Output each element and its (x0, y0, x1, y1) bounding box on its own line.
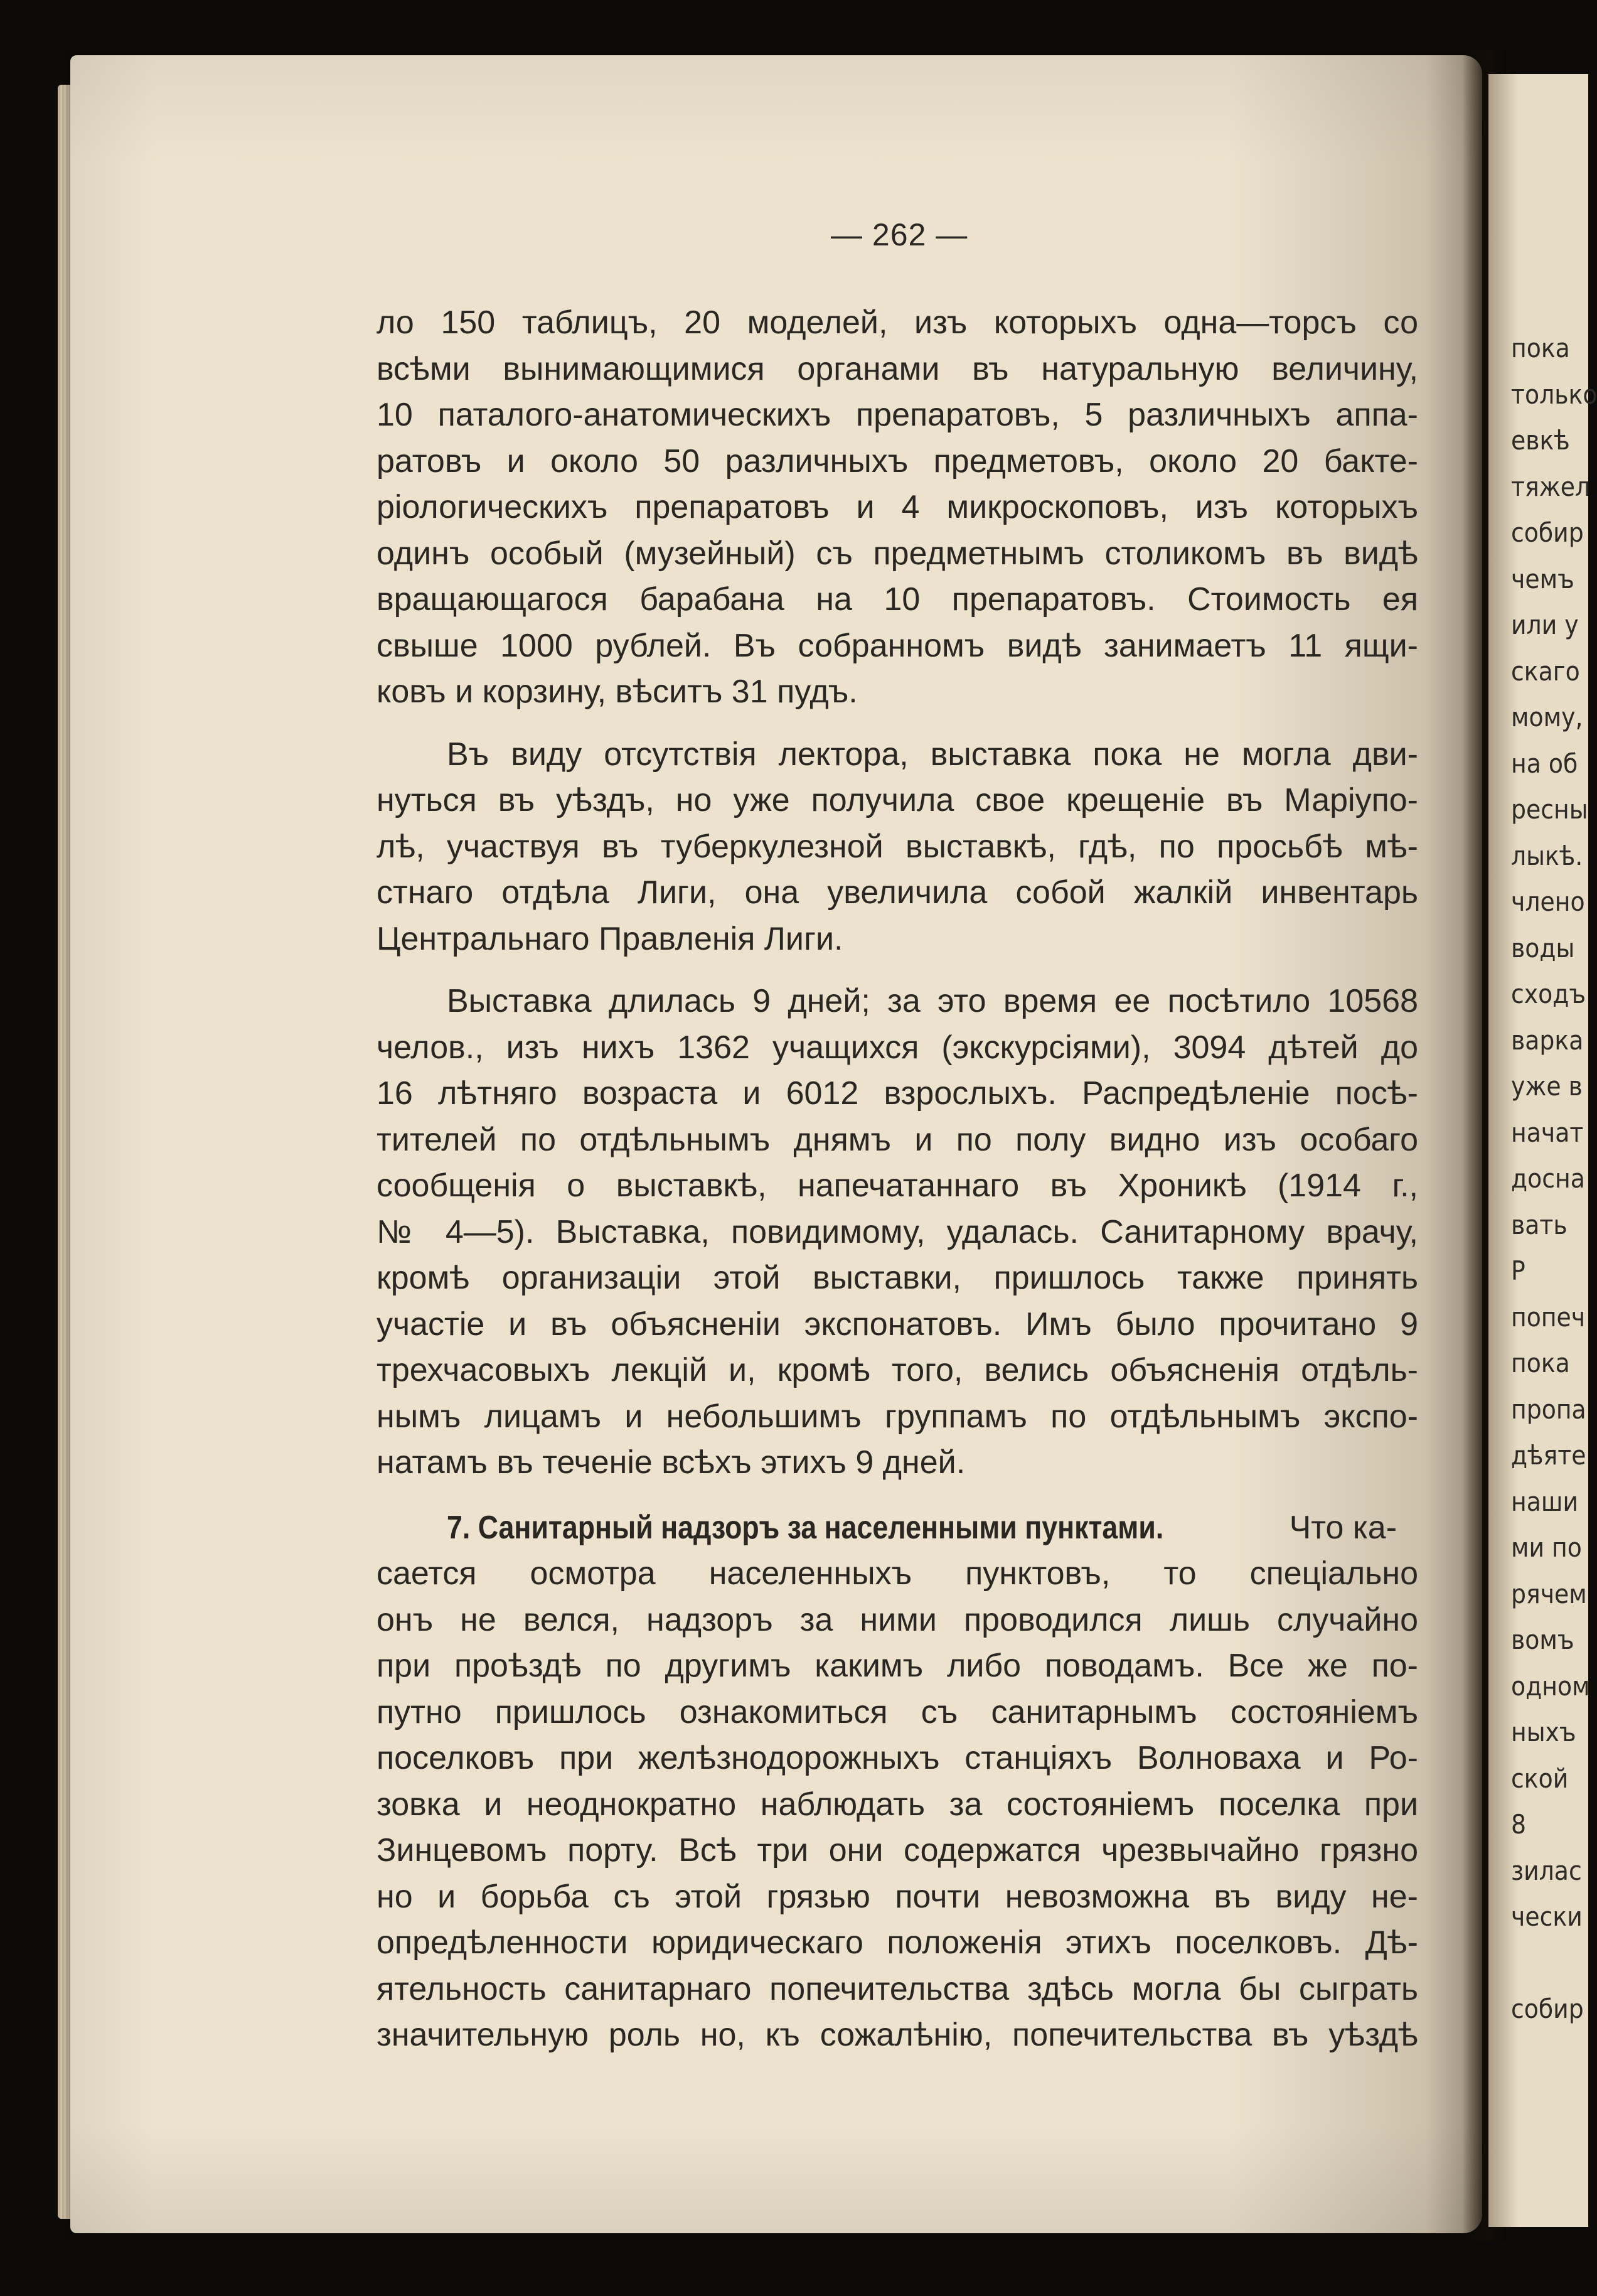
text-line: участіе и въ объясненіи экспонатовъ. Имъ было прочитано 9 (377, 1306, 1418, 1343)
text-line: вращающагося барабана на 10 препаратовъ. Стоимость ея (377, 581, 1418, 618)
text-line: нуться въ уѣздъ, но уже получила свое крещеніе въ Маріупо- (377, 782, 1418, 818)
text-line: поселковъ при желѣзнодорожныхъ станціяхъ Волноваха и Ро- (377, 1740, 1418, 1776)
text-line: Въ виду отсутствія лектора, выставка пока не могла дви- (447, 736, 1418, 773)
facing-text-line: ныхъ (1511, 1717, 1576, 1747)
facing-text-line: чески (1511, 1901, 1583, 1932)
page-body-text (377, 300, 1418, 2059)
facing-text-line: пока (1511, 333, 1570, 363)
text-line: ковъ и корзину, вѣситъ 31 пудъ. (377, 673, 858, 710)
text-line: зовка и неоднократно наблюдать за состояніемъ поселка при (377, 1786, 1418, 1823)
facing-text-line: мому, (1511, 702, 1583, 732)
text-line: но и борьба съ этой грязью почти невозможна въ виду не- (377, 1878, 1418, 1915)
text-line: 10 паталого-анатомическихъ препаратовъ, 5 различныхъ аппа- (377, 397, 1418, 433)
text-line: ятельность санитарнаго попечительства здѣсь могла бы сыграть (377, 1970, 1418, 2007)
text-line: значительную роль но, къ сожалѣнію, попечительства въ уѣздѣ (377, 2017, 1418, 2053)
facing-text-line: одном (1511, 1670, 1590, 1702)
facing-text-line: евкѣ (1511, 425, 1570, 456)
facing-text-line: ми по (1511, 1532, 1582, 1563)
facing-page-text (1511, 325, 1597, 2032)
page-number: — 262 — (831, 217, 968, 252)
facing-text-line: рячем (1511, 1578, 1587, 1609)
facing-text-line: Р (1511, 1255, 1525, 1286)
text-line: опредѣленности юридическаго положенія этихъ поселковъ. Дѣ- (377, 1924, 1418, 1961)
facing-text-line: варка (1511, 1024, 1584, 1056)
facing-text-line: пока (1511, 1348, 1570, 1378)
text-line: нымъ лицамъ и небольшимъ группамъ по отдѣльнымъ экспо- (377, 1398, 1418, 1435)
facing-text-line: досна (1511, 1163, 1585, 1194)
heading-continuation: Что ка- (1280, 1509, 1397, 1546)
section-heading: 7. Санитарный надзоръ за населенными пунктами. (447, 1509, 1164, 1546)
facing-text-line: уже в (1511, 1071, 1583, 1102)
text-line: стнаго отдѣла Лиги, она увеличила собой жалкій инвентарь (377, 874, 1418, 911)
facing-text-line: члено (1511, 886, 1585, 917)
text-line: натамъ въ теченіе всѣхъ этихъ 9 дней. (377, 1444, 966, 1481)
facing-text-line: пропа (1511, 1393, 1586, 1425)
text-line (377, 1505, 1418, 1552)
text-line: Центральнаго Правленія Лиги. (377, 920, 843, 957)
text-line: свыше 1000 рублей. Въ собранномъ видѣ занимаетъ 11 ящи- (377, 627, 1418, 664)
text-line: сается осмотра населенныхъ пунктовъ, то спеціально (377, 1555, 1418, 1592)
facing-text-line: собир (1511, 517, 1584, 548)
facing-text-line: попеч (1511, 1301, 1586, 1333)
facing-text-line: скаго (1511, 655, 1580, 687)
facing-text-line: тяжел (1511, 471, 1591, 502)
text-line: трехчасовыхъ лекцій и, кромѣ того, велись объясненія отдѣль- (377, 1352, 1418, 1388)
facing-text-line (1511, 1940, 1597, 1987)
text-line: сообщенія о выставкѣ, напечатаннаго въ Хроникѣ (1914 г., (377, 1167, 1418, 1204)
facing-text-line: или у (1511, 609, 1579, 640)
text-line: ратовъ и около 50 различныхъ предметовъ, около 20 бакте- (377, 443, 1418, 480)
text-line: онъ не велся, надзоръ за ними проводился лишь случайно (377, 1601, 1418, 1638)
facing-text-line: чемъ (1511, 563, 1574, 594)
text-line: ріологическихъ препаратовъ и 4 микроскоповъ, изъ которыхъ (377, 489, 1418, 525)
facing-text-line: начат (1511, 1117, 1584, 1148)
facing-text-line: ресны (1511, 794, 1588, 825)
facing-text-line: зилас (1511, 1855, 1582, 1886)
text-line: одинъ особый (музейный) съ предметнымъ столикомъ въ видѣ (377, 535, 1418, 572)
facing-text-line: наши (1511, 1486, 1578, 1517)
text-line: путно пришлось ознакомиться съ санитарнымъ состояніемъ (377, 1693, 1418, 1730)
text-line: Зинцевомъ порту. Всѣ три они содержатся чрезвычайно грязно (377, 1832, 1418, 1869)
facing-text-line: дѣяте (1511, 1440, 1586, 1471)
facing-text-line: только (1511, 378, 1597, 410)
text-line: Выставка длилась 9 дней; за это время ее посѣтило 10568 (447, 983, 1418, 1019)
text-line: при проѣздѣ по другимъ какимъ либо поводамъ. Все же по- (377, 1648, 1418, 1684)
facing-text-line: 8 (1511, 1809, 1527, 1840)
facing-text-line: лыкѣ. (1511, 840, 1583, 871)
text-line: кромѣ организаціи этой выставки, пришлось также принять (377, 1260, 1418, 1296)
text-line: ло 150 таблицъ, 20 моделей, изъ которыхъ одна—торсъ со (377, 304, 1418, 341)
facing-text-line: воды (1511, 932, 1575, 963)
facing-text-line: сходъ (1511, 979, 1586, 1009)
text-line: № 4—5). Выставка, повидимому, удалась. Санитарному врачу, (377, 1213, 1418, 1250)
text-line: челов., изъ нихъ 1362 учащихся (экскурсіями), 3094 дѣтей до (377, 1029, 1418, 1066)
facing-text-line: вать (1511, 1209, 1568, 1240)
facing-text-line: вомъ (1511, 1624, 1574, 1655)
text-line: 16 лѣтняго возраста и 6012 взрослыхъ. Распредѣленіе посѣ- (377, 1075, 1418, 1112)
facing-text-line: ской (1511, 1762, 1569, 1794)
right-facing-page (1488, 74, 1597, 2227)
facing-text-line: на об (1511, 748, 1578, 779)
text-line: лѣ, участвуя въ туберкулезной выставкѣ, гдѣ, по просьбѣ мѣ- (377, 828, 1418, 865)
facing-text-line: собир (1511, 1993, 1584, 2024)
text-line: всѣми вынимающимися органами въ натуральную величину, (377, 350, 1418, 387)
text-line: тителей по отдѣльнымъ днямъ и по полу видно изъ особаго (377, 1121, 1418, 1158)
